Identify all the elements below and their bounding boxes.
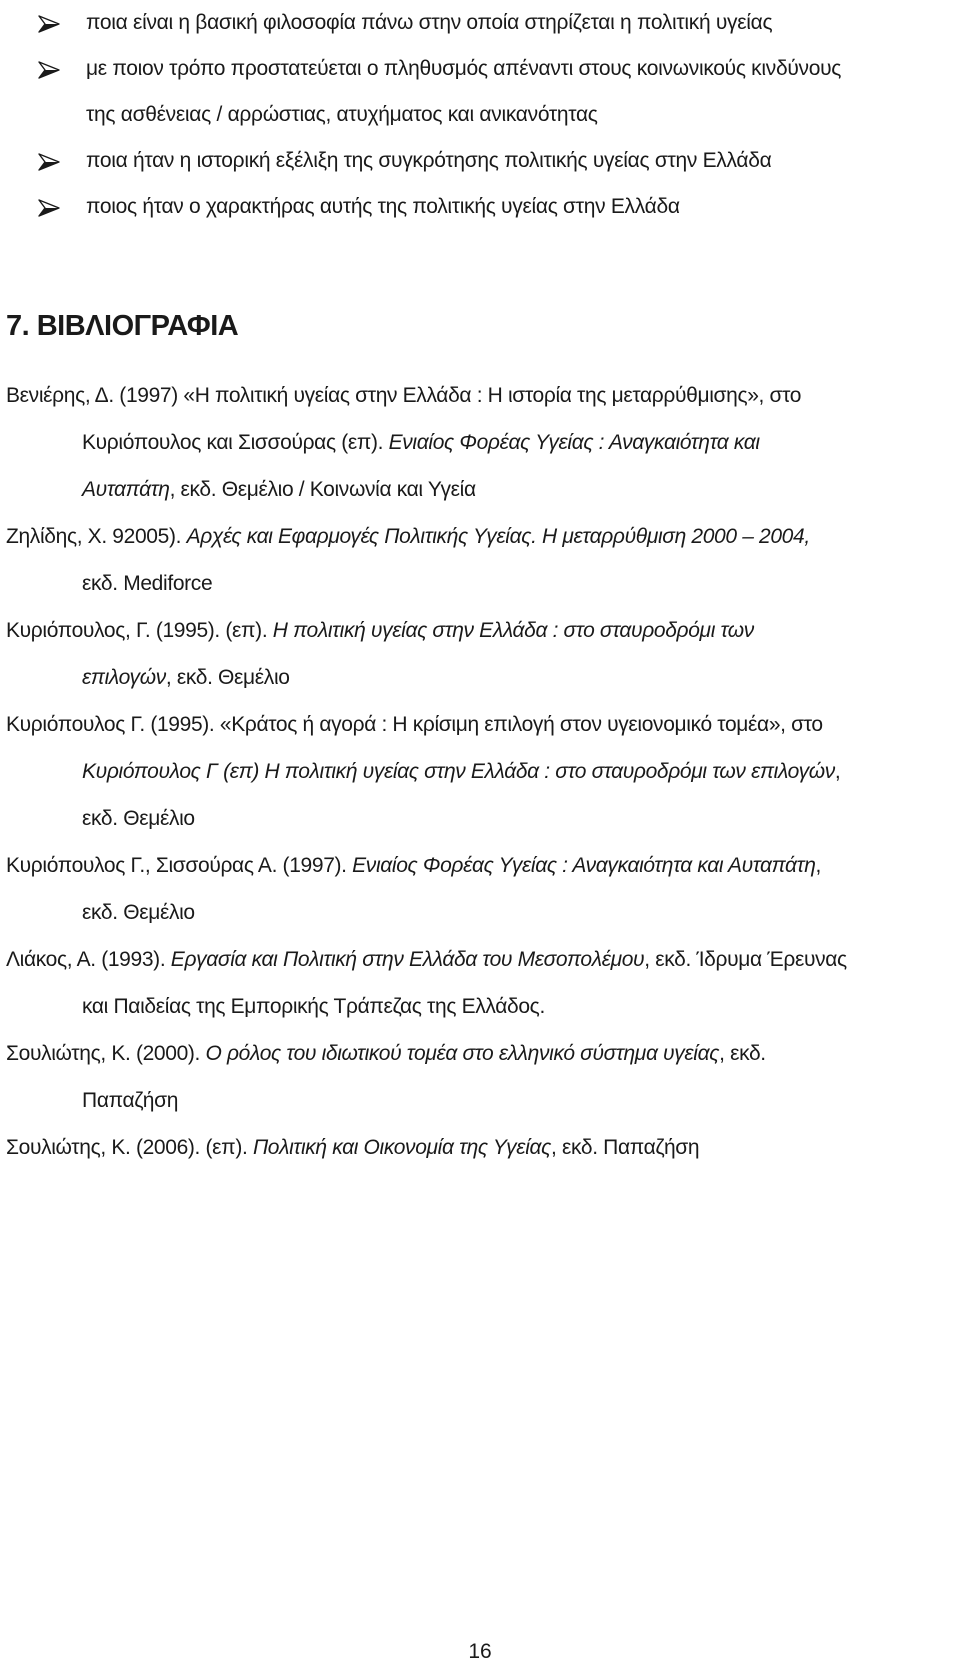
section-heading: 7. ΒΙΒΛΙΟΓΡΑΦΙΑ — [6, 310, 239, 342]
reference-line — [6, 372, 951, 419]
reference-text: Παπαζήση — [82, 1089, 179, 1112]
reference-text: , — [815, 854, 821, 877]
reference-line — [6, 1124, 951, 1171]
reference-text: , — [834, 760, 841, 783]
reference-text: Σουλιώτης, Κ. (2006). (επ). — [6, 1136, 253, 1159]
reference-title-text: Εργασία και Πολιτική στην Ελλάδα του Μεσοπολέμου — [170, 948, 645, 971]
reference-title-text: Κυριόπουλος Γ (επ) Η πολιτική υγείας στην Ελλάδα : στο σταυροδρόμι των επιλογών — [82, 760, 835, 783]
bullet-text: της ασθένειας / αρρώστιας, ατυχήματος και ανικανότητας — [86, 103, 598, 126]
reference-text: και Παιδείας της Εμπορικής Τράπεζας της Ελλάδος. — [82, 995, 545, 1018]
reference-entry — [6, 607, 951, 701]
reference-line — [6, 1030, 951, 1077]
reference-text: , εκδ. Ίδρυμα Έρευνας — [644, 948, 847, 971]
bullet-text: ποιος ήταν ο χαρακτήρας αυτής της πολιτικής υγείας στην Ελλάδα — [86, 195, 680, 218]
reference-title-text: Πολιτική και Οικονομία της Υγείας — [252, 1136, 551, 1159]
reference-entry — [6, 842, 951, 936]
reference-line — [6, 795, 951, 842]
bullet-text: ποια ήταν η ιστορική εξέλιξη της συγκρότησης πολιτικής υγείας στην Ελλάδα — [86, 149, 772, 172]
reference-entry — [6, 936, 951, 1030]
reference-text: εκδ. Θεμέλιο — [82, 901, 195, 924]
bullet-item — [38, 138, 938, 184]
bullet-item — [38, 184, 938, 230]
reference-entry — [6, 513, 951, 607]
page-number: 16 — [468, 1640, 492, 1663]
reference-line — [6, 560, 951, 607]
reference-title-text: Αρχές και Εφαρμογές Πολιτικής Υγείας. Η μεταρρύθμιση 2000 – 2004, — [186, 525, 810, 548]
reference-entry — [6, 372, 951, 513]
reference-title-text: Ο ρόλος του ιδιωτικού τομέα στο ελληνικό σύστημα υγείας — [205, 1042, 720, 1065]
reference-line — [6, 842, 951, 889]
reference-line — [6, 419, 951, 466]
arrowhead-bullet-icon — [38, 15, 60, 33]
reference-title-text: επιλογών — [82, 666, 166, 689]
reference-title-text: Αυταπάτη — [82, 478, 170, 501]
reference-text: Σουλιώτης, Κ. (2000). — [6, 1042, 206, 1065]
bullet-item — [38, 0, 938, 46]
reference-text: εκδ. Θεμέλιο — [82, 807, 195, 830]
reference-line — [6, 607, 951, 654]
reference-line — [6, 1077, 951, 1124]
reference-title-text: Ενιαίος Φορέας Υγείας : Αναγκαιότητα και — [388, 431, 760, 454]
reference-text: Κυριόπουλος, Γ. (1995). (επ). — [6, 619, 273, 642]
reference-line — [6, 654, 951, 701]
reference-text: Βενιέρης, Δ. (1997) «Η πολιτική υγείας στην Ελλάδα : Η ιστορία της μεταρρύθμισης», στο — [6, 384, 802, 407]
bullet-list — [38, 0, 938, 230]
reference-text: , εκδ. — [719, 1042, 766, 1065]
arrowhead-bullet-icon — [38, 153, 60, 171]
reference-text: εκδ. Mediforce — [82, 572, 213, 595]
reference-line — [6, 466, 951, 513]
bibliography-list — [6, 372, 951, 1171]
reference-text: Κυριόπουλος και Σισσούρας (επ). — [82, 431, 389, 454]
reference-line — [6, 701, 951, 748]
reference-text: Λιάκος, Α. (1993). — [6, 948, 171, 971]
reference-text: Κυριόπουλος Γ. (1995). «Κράτος ή αγορά : Η κρίσιμη επιλογή στον υγειονομικό τομέα», στο — [6, 713, 823, 736]
arrowhead-bullet-icon — [38, 199, 60, 217]
reference-text: , εκδ. Θεμέλιο / Κοινωνία και Υγεία — [169, 478, 476, 501]
reference-text: Ζηλίδης, Χ. 92005). — [6, 525, 187, 548]
reference-title-text: Η πολιτική υγείας στην Ελλάδα : στο σταυροδρόμι των — [272, 619, 754, 642]
bullet-item — [38, 46, 938, 138]
bullet-text: ποια είναι η βασική φιλοσοφία πάνω στην οποία στηρίζεται η πολιτική υγείας — [86, 11, 773, 34]
reference-line — [6, 513, 951, 560]
reference-line — [6, 983, 951, 1030]
reference-line — [6, 889, 951, 936]
reference-line — [6, 936, 951, 983]
reference-text: Κυριόπουλος Γ., Σισσούρας Α. (1997). — [6, 854, 353, 877]
reference-text: , εκδ. Παπαζήση — [551, 1136, 700, 1159]
arrowhead-bullet-icon — [38, 61, 60, 79]
reference-entry — [6, 1124, 951, 1171]
reference-title-text: Ενιαίος Φορέας Υγείας : Αναγκαιότητα και Αυταπάτη — [352, 854, 816, 877]
reference-entry — [6, 1030, 951, 1124]
bullet-text: με ποιον τρόπο προστατεύεται ο πληθυσμός απέναντι στους κοινωνικούς κινδύνους — [86, 57, 842, 80]
reference-text: , εκδ. Θεμέλιο — [165, 666, 290, 689]
reference-entry — [6, 701, 951, 842]
reference-line — [6, 748, 951, 795]
